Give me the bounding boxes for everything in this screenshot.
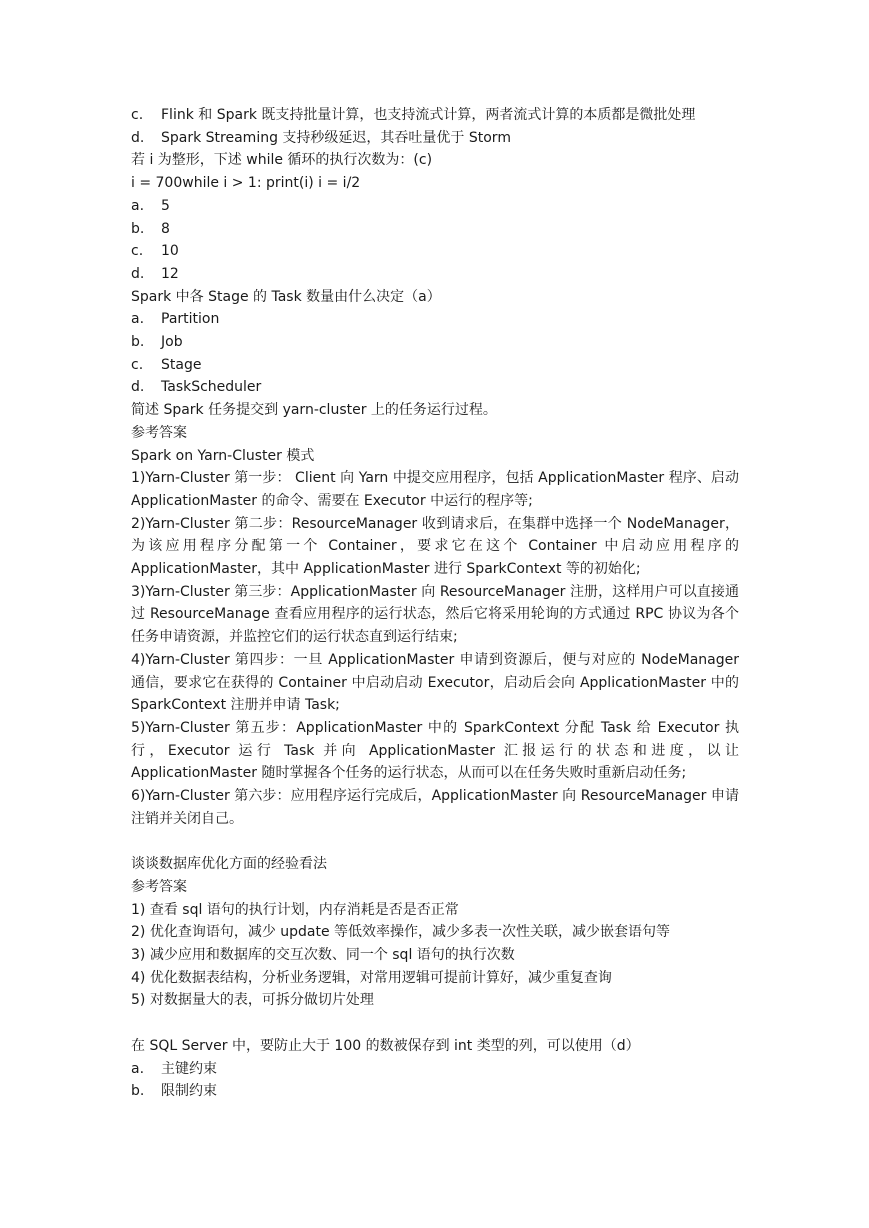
option-text: 5 (161, 197, 170, 214)
option-letter: c. (131, 243, 144, 260)
mode-title: Spark on Yarn-Cluster 模式 (131, 447, 315, 464)
answer-label: 参考答案 (131, 878, 187, 895)
question-db: 谈谈数据库优化方面的经验看法 (131, 856, 327, 873)
db-item: 3) 减少应用和数据库的交互次数、同一个 sql 语句的执行次数 (131, 947, 515, 963)
option-d (131, 376, 739, 399)
option-letter: a. (131, 197, 145, 214)
option-a (131, 1058, 739, 1081)
option-b (131, 331, 739, 354)
yarn-step: 1)Yarn-Cluster 第一步： Client 向 Yarn 中提交应用程序，包括 ApplicationMaster 程序、启动 ApplicationMaster 的命令、需要在 Executor 中运行的程序等; (131, 470, 739, 509)
yarn-step: 6)Yarn-Cluster 第六步：应用程序运行完成后，ApplicationMaster 向 ResourceManager 申请注销并关闭自己。 (131, 788, 739, 827)
option-text: 12 (161, 265, 179, 282)
option-letter: d. (131, 379, 145, 396)
yarn-step: 4)Yarn-Cluster 第四步：一旦 ApplicationMaster 申请到资源后，便与对应的 NodeManager 通信，要求它在获得的 Container 中启动启动 Executor，启动后会向 ApplicationMaster 中的 SparkContext 注册并申请 Task; (131, 651, 739, 714)
db-item: 5) 对数据量大的表，可拆分做切片处理 (131, 992, 374, 1009)
option-a (131, 308, 739, 331)
option-letter: c. (131, 107, 144, 123)
option-letter: a. (131, 1060, 145, 1077)
document-page (131, 104, 739, 1103)
yarn-step: 5)Yarn-Cluster 第五步：ApplicationMaster 中的 SparkContext 分配 Task 给 Executor 执行，Executor 运行 Task 并向 ApplicationMaster 汇报运行的状态和进度，以让 ApplicationMaster 随时掌握各个任务的运行状态，从而可以在任务失败时重新启动任务; (131, 719, 739, 782)
option-letter: b. (131, 334, 145, 351)
option-letter: b. (131, 1083, 145, 1100)
option-d (131, 127, 739, 150)
option-c (131, 354, 739, 377)
db-item: 2) 优化查询语句，减少 update 等低效率操作，减少多表一次性关联，减少嵌套语句等 (131, 924, 671, 941)
db-item: 4) 优化数据表结构，分析业务逻辑，对常用逻辑可提前计算好，减少重复查询 (131, 969, 612, 986)
option-text: 8 (161, 220, 170, 237)
option-a (131, 195, 739, 218)
option-text: Spark Streaming 支持秒级延迟，其吞吐量优于 Storm (161, 129, 511, 146)
question-sql: 在 SQL Server 中，要防止大于 100 的数被保存到 int 类型的列，可以使用（d） (131, 1037, 640, 1054)
option-c (131, 240, 739, 263)
option-letter: d. (131, 129, 145, 146)
question-while: 若 i 为整形，下述 while 循环的执行次数为：(c) (131, 152, 433, 169)
answer-label: 参考答案 (131, 424, 187, 441)
option-d (131, 263, 739, 286)
option-letter: a. (131, 311, 145, 328)
option-text: Job (161, 334, 183, 351)
spacer (131, 1012, 739, 1035)
yarn-step: 2)Yarn-Cluster 第二步：ResourceManager 收到请求后，在集群中选择一个 NodeManager，为该应用程序分配第一个 Container，要求它在这个 Container 中启动应用程序的 ApplicationMaster，其中 ApplicationMaster 进行 SparkContext 等的初始化; (131, 515, 739, 578)
yarn-step: 3)Yarn-Cluster 第三步：ApplicationMaster 向 ResourceManager 注册，这样用户可以直接通过 ResourceManage 查看应用程序的运行状态，然后它将采用轮询的方式通过 RPC 协议为各个任务申请资源，并监控它们的运行状态直到运行结束; (131, 583, 739, 646)
question-yarn: 简述 Spark 任务提交到 yarn-cluster 上的任务运行过程。 (131, 402, 497, 419)
code-snippet: i = 700while i > 1: print(i) i = i/2 (131, 175, 361, 192)
option-text: 限制约束 (161, 1083, 217, 1100)
option-letter: b. (131, 220, 145, 237)
option-text: 10 (161, 243, 179, 260)
option-text: Partition (161, 311, 220, 328)
db-item: 1) 查看 sql 语句的执行计划，内存消耗是否是否正常 (131, 901, 459, 918)
option-c (131, 104, 739, 127)
option-text: Stage (161, 356, 202, 373)
option-text: TaskScheduler (161, 379, 262, 396)
option-b (131, 1080, 739, 1103)
option-letter: d. (131, 265, 145, 282)
option-text: Flink 和 Spark 既支持批量计算，也支持流式计算，两者流式计算的本质都是微批处理 (161, 107, 696, 123)
spacer (131, 831, 739, 854)
option-b (131, 218, 739, 241)
option-text: 主键约束 (161, 1060, 217, 1077)
option-letter: c. (131, 356, 144, 373)
question-task: Spark 中各 Stage 的 Task 数量由什么决定（a） (131, 288, 441, 305)
